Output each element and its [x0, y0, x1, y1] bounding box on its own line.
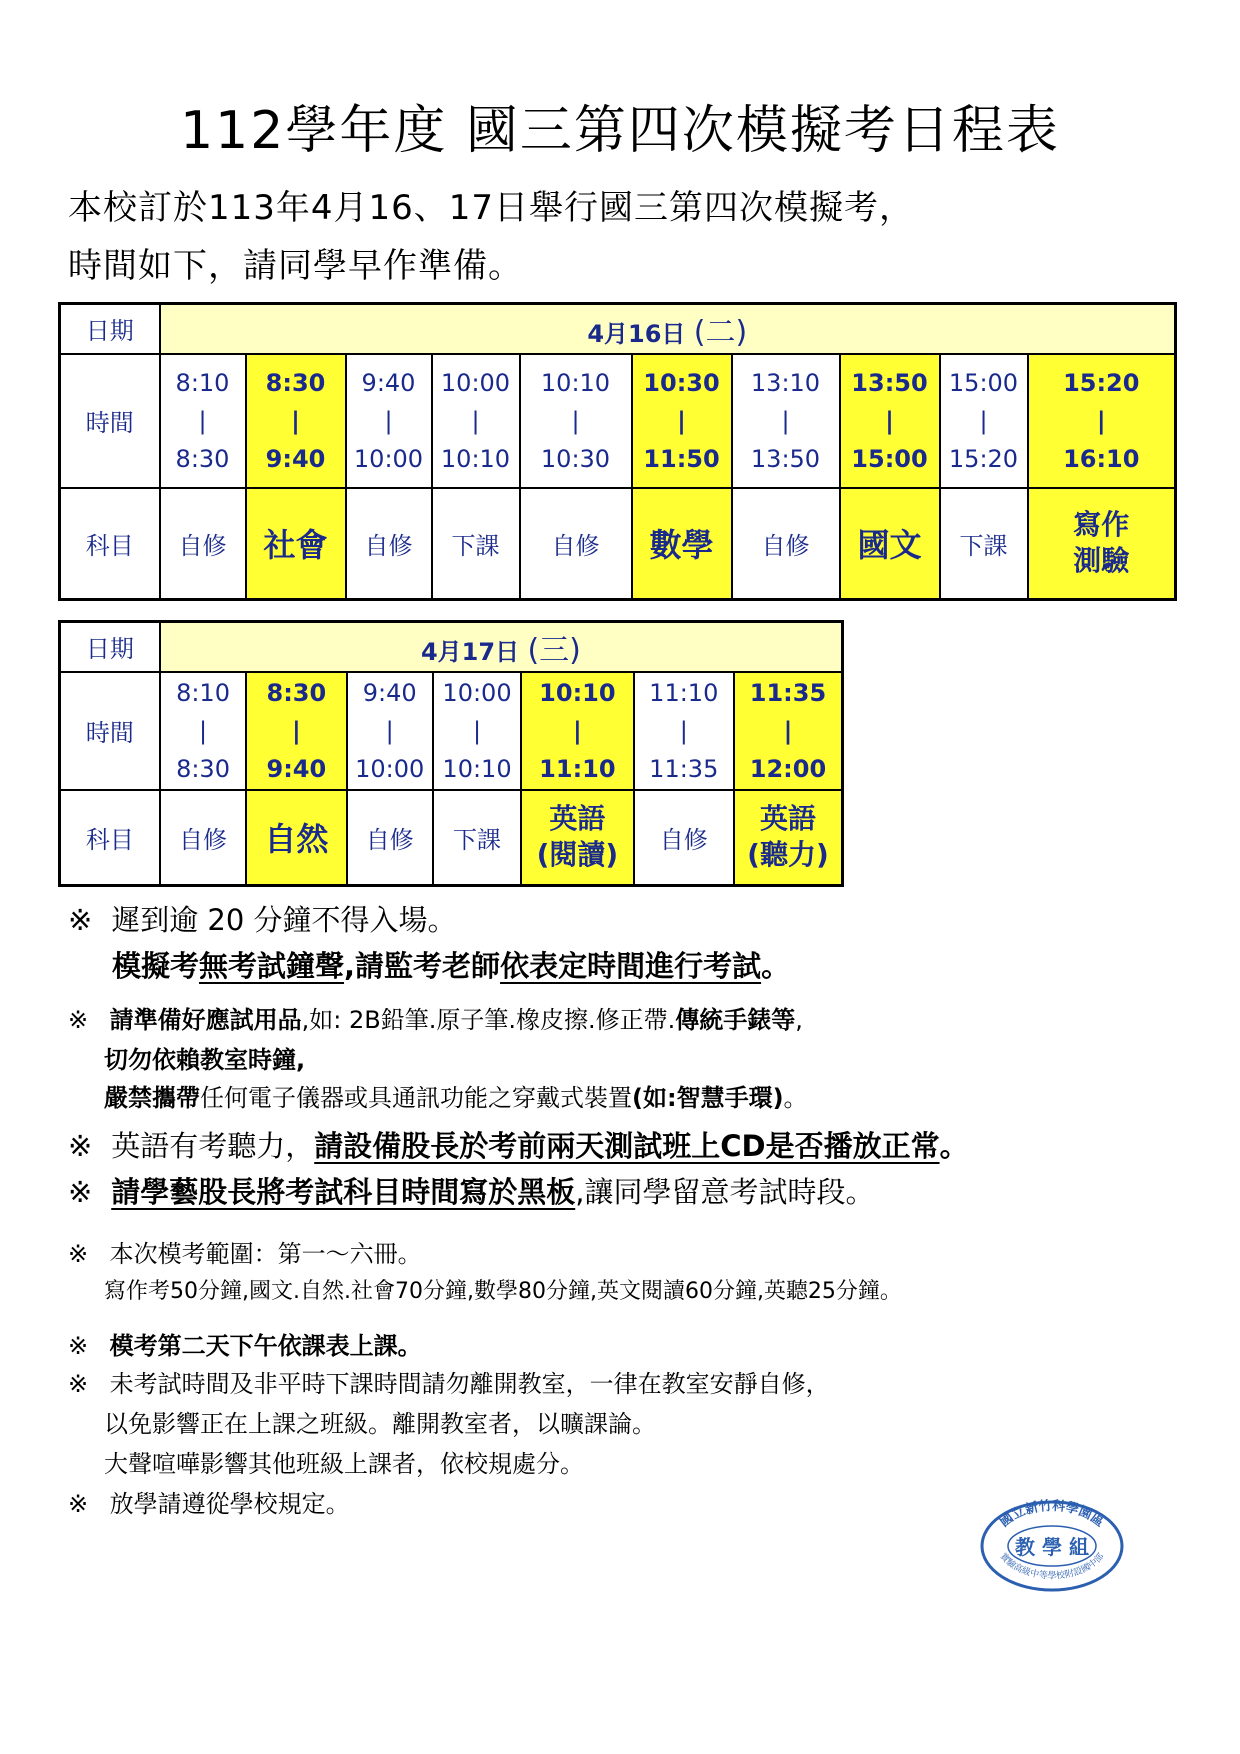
note-text: 本次模考範圍：第一～六冊。	[109, 1240, 422, 1268]
subject-text: 下課	[453, 825, 501, 854]
note-clock: 切勿依賴教室時鐘,	[104, 1046, 306, 1074]
subject-text: 下課	[451, 531, 500, 560]
subject-cell	[840, 488, 940, 600]
school-stamp	[978, 1498, 1126, 1594]
time-start: 9:40	[361, 368, 416, 397]
schedule-table-day1	[58, 302, 1177, 601]
note-text: 請學藝股長將考試科目時間寫於黑板	[111, 1175, 576, 1209]
time-cell	[634, 672, 734, 790]
time-end: 10:10	[442, 754, 512, 783]
subject-text-2: (閱讀)	[536, 838, 619, 872]
time-start: 10:10	[540, 368, 611, 397]
weekday-text: (二)	[693, 314, 748, 350]
time-sep: |	[472, 716, 482, 745]
time-start: 10:10	[539, 678, 616, 707]
time-cell	[940, 354, 1028, 488]
time-sep: |	[979, 406, 988, 435]
time-cell	[246, 354, 346, 488]
time-cell	[840, 354, 940, 488]
time-sep: |	[471, 406, 480, 435]
subject-cell	[160, 790, 246, 886]
note-text: 放學請遵從學校規定。	[109, 1490, 350, 1518]
time-start: 8:30	[265, 368, 326, 397]
note-mark: ※	[68, 903, 93, 937]
time-start: 10:00	[442, 678, 512, 707]
time-sep: |	[291, 716, 301, 745]
subject-text: 社會	[263, 526, 328, 565]
subject-text: 自然	[264, 820, 329, 859]
time-cell	[433, 672, 521, 790]
date-text: 4月16日	[587, 319, 686, 348]
note-stay-classroom	[68, 1364, 830, 1399]
time-sep: |	[571, 406, 580, 435]
time-end: 10:00	[355, 754, 425, 783]
note-text: (如:智慧手環)	[632, 1084, 784, 1112]
subject-cell	[520, 488, 632, 600]
time-cell	[160, 354, 246, 488]
note-text: 。	[939, 1129, 969, 1163]
time-sep: |	[783, 716, 793, 745]
note-text: 嚴禁攜帶	[104, 1084, 200, 1112]
subject-text: 數學	[649, 526, 714, 565]
time-start: 8:10	[176, 678, 230, 707]
subject-cell	[732, 488, 840, 600]
note-listening	[68, 1124, 969, 1165]
note-text: ,請監考老師	[344, 949, 501, 983]
subject-cell	[521, 790, 633, 886]
note-text: 。	[761, 949, 791, 983]
note-absence: 以免影響正在上課之班級。離開教室者，以曠課論。	[104, 1410, 656, 1438]
note-text: 英語有考聽力，	[111, 1129, 315, 1163]
time-end: 15:00	[851, 444, 928, 473]
time-end: 11:50	[643, 444, 720, 473]
note-text: ,如: 2B鉛筆.原子筆.橡皮擦.修正帶.	[301, 1006, 676, 1034]
date-text: 4月17日	[420, 637, 520, 666]
time-cell	[734, 672, 843, 790]
time-end: 13:50	[750, 444, 821, 473]
time-sep: |	[679, 716, 688, 745]
note-text: 請準備好應試用品	[109, 1006, 302, 1034]
subject-text: 下課	[959, 531, 1008, 560]
time-start: 9:40	[362, 678, 417, 707]
note-devices	[104, 1078, 808, 1113]
time-sep: |	[572, 716, 582, 745]
date-label: 日期	[60, 304, 160, 354]
time-end: 11:35	[649, 754, 719, 783]
note-mark: ※	[68, 1006, 89, 1034]
subject-label: 科目	[60, 488, 160, 600]
note-text: 模擬考	[112, 949, 200, 983]
subject-row	[60, 488, 1176, 600]
intro-line-2: 時間如下，請同學早作準備。	[68, 246, 523, 286]
time-start: 10:30	[643, 368, 720, 397]
note-text: 模考第二天下午依課表上課。	[109, 1332, 422, 1360]
time-cell	[520, 354, 632, 488]
note-mark: ※	[68, 1490, 89, 1518]
time-end: 15:20	[948, 444, 1019, 473]
time-start: 8:30	[266, 678, 327, 707]
subject-cell	[940, 488, 1028, 600]
time-end: 10:00	[353, 444, 424, 473]
note-text: 。	[783, 1084, 808, 1112]
subject-cell	[433, 790, 521, 886]
time-end: 11:10	[539, 754, 616, 783]
date-cell	[160, 622, 843, 672]
note-late	[68, 898, 457, 939]
time-start: 10:00	[440, 368, 511, 397]
time-sep: |	[198, 716, 208, 745]
note-durations: 寫作考50分鐘,國文.自然.社會70分鐘,數學80分鐘,英文閱讀60分鐘,英聽25分鐘。	[104, 1279, 902, 1304]
time-start: 11:10	[649, 678, 719, 707]
subject-cell	[346, 488, 432, 600]
subject-text: 國文	[857, 526, 922, 565]
time-cell	[346, 354, 432, 488]
note-mark: ※	[68, 1175, 93, 1209]
subject-cell	[1028, 488, 1176, 600]
date-cell	[160, 304, 1176, 354]
time-cell	[732, 354, 840, 488]
stamp-top-text: 國立新竹科學園區	[997, 1498, 1107, 1531]
time-end: 9:40	[265, 444, 326, 473]
subject-text: 自修	[659, 825, 708, 854]
time-label: 時間	[60, 672, 160, 790]
time-sep: |	[1096, 406, 1106, 435]
note-mark: ※	[68, 1129, 93, 1163]
subject-text: 自修	[761, 531, 810, 560]
time-label: 時間	[60, 354, 160, 488]
time-cell	[347, 672, 433, 790]
subject-cell	[632, 488, 732, 600]
time-end: 16:10	[1063, 444, 1140, 473]
note-dismissal	[68, 1484, 350, 1519]
note-noise: 大聲喧嘩影響其他班級上課者，依校規處分。	[104, 1450, 584, 1478]
date-row	[60, 304, 1176, 354]
subject-label: 科目	[60, 790, 160, 886]
note-afternoon	[68, 1326, 422, 1361]
time-sep: |	[384, 406, 393, 435]
time-end: 8:30	[176, 754, 230, 783]
note-mark: ※	[68, 1370, 89, 1398]
note-blackboard	[68, 1170, 874, 1211]
note-text: 請設備股長於考前兩天測試班上CD是否播放正常	[314, 1129, 940, 1163]
subject-text: 英語	[549, 802, 606, 836]
subject-cell	[160, 488, 246, 600]
note-text: 未考試時間及非平時下課時間請勿離開教室，一律在教室安靜自修，	[109, 1370, 830, 1398]
time-sep: |	[291, 406, 300, 435]
time-end: 10:30	[540, 444, 611, 473]
subject-text: 自修	[364, 531, 413, 560]
date-row	[60, 622, 843, 672]
subject-cell	[432, 488, 520, 600]
subject-text: 寫作	[1073, 508, 1130, 542]
time-start: 13:50	[851, 368, 928, 397]
subject-text-2: 測驗	[1073, 544, 1130, 578]
note-text: 傳統手錶等	[675, 1006, 796, 1034]
note-text: 依表定時間進行考試	[500, 949, 762, 983]
time-row	[60, 354, 1176, 488]
subject-text: 自修	[551, 531, 600, 560]
subject-row	[60, 790, 843, 886]
time-start: 11:35	[749, 678, 827, 707]
subject-text: 自修	[178, 531, 227, 560]
subject-cell	[246, 790, 346, 886]
note-text: 遲到逾 20 分鐘不得入場。	[111, 903, 457, 937]
subject-cell	[634, 790, 734, 886]
note-scope	[68, 1234, 422, 1269]
note-text: ,	[795, 1006, 803, 1034]
time-cell	[1028, 354, 1176, 488]
note-supplies	[68, 1000, 803, 1035]
stamp-bottom-text: 實驗高級中等學校附設國中部	[997, 1551, 1107, 1582]
note-mark: ※	[68, 1240, 89, 1268]
time-sep: |	[677, 406, 686, 435]
time-row	[60, 672, 843, 790]
time-end: 8:30	[175, 444, 230, 473]
time-sep: |	[385, 716, 394, 745]
date-label: 日期	[60, 622, 160, 672]
schedule-table-day2	[58, 620, 844, 887]
time-cell	[246, 672, 346, 790]
subject-text: 自修	[365, 825, 414, 854]
time-end: 12:00	[749, 754, 827, 783]
intro-line-1: 本校訂於113年4月16、17日舉行國三第四次模擬考，	[68, 188, 915, 228]
note-mark: ※	[68, 1332, 89, 1360]
time-start: 15:20	[1063, 368, 1140, 397]
time-start: 15:00	[948, 368, 1019, 397]
subject-cell	[347, 790, 433, 886]
time-cell	[160, 672, 246, 790]
subject-text: 自修	[179, 825, 228, 854]
subject-cell	[246, 488, 346, 600]
time-start: 8:10	[175, 368, 230, 397]
time-start: 13:10	[750, 368, 821, 397]
weekday-text: (三)	[527, 632, 581, 668]
subject-cell	[734, 790, 843, 886]
time-cell	[432, 354, 520, 488]
stamp-center-text: 教 學 組	[1015, 1535, 1089, 1559]
note-no-bell	[112, 944, 790, 985]
note-text: 無考試鐘聲	[199, 949, 345, 983]
subject-text: 英語	[759, 802, 816, 836]
time-sep: |	[781, 406, 790, 435]
time-sep: |	[198, 406, 207, 435]
time-end: 10:10	[440, 444, 511, 473]
time-sep: |	[885, 406, 894, 435]
note-text: ,讓同學留意考試時段。	[575, 1175, 875, 1209]
note-text: 任何電子儀器或具通訊功能之穿戴式裝置	[200, 1084, 632, 1112]
page-title: 112學年度 國三第四次模擬考日程表	[180, 101, 1060, 161]
time-end: 9:40	[266, 754, 327, 783]
time-cell	[521, 672, 633, 790]
time-cell	[632, 354, 732, 488]
subject-text-2: (聽力)	[747, 838, 829, 872]
